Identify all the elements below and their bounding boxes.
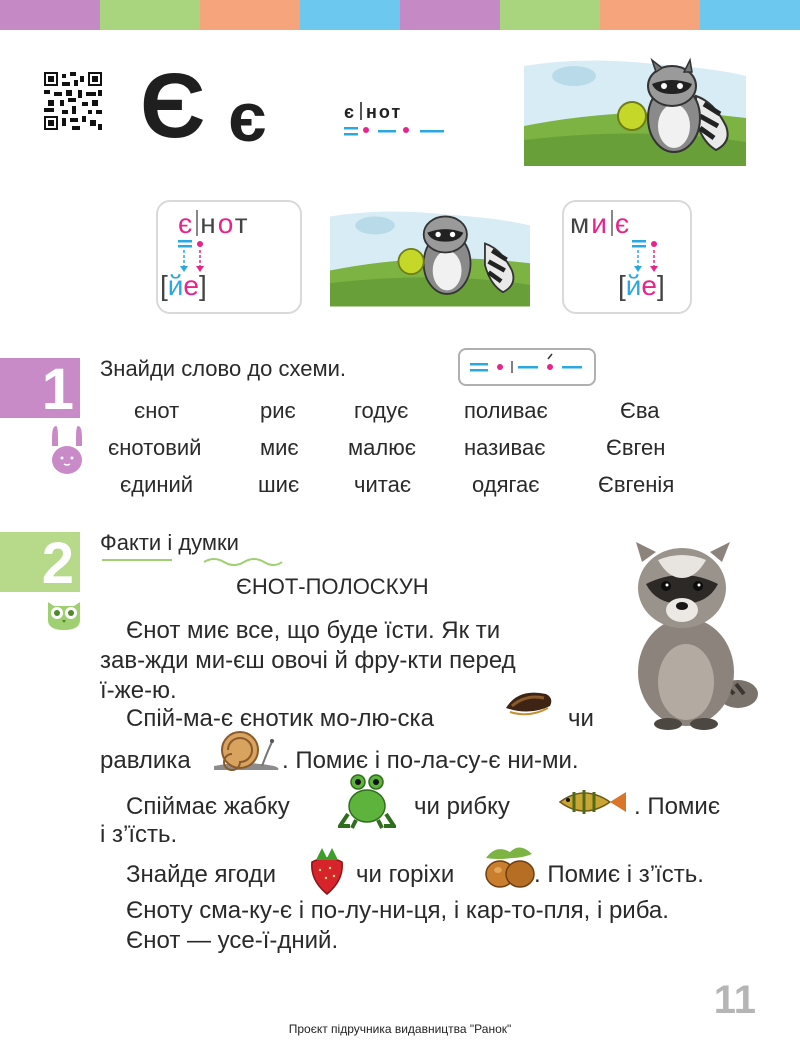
- word-scheme: [344, 102, 402, 123]
- story-line: Єнот — усе-ї-дний.: [126, 927, 339, 954]
- letter-lowercase: є: [228, 78, 267, 156]
- story-line: Єнот миє все, що буде їсти. Як ти: [126, 617, 501, 644]
- word-item[interactable]: єнот: [134, 398, 180, 423]
- sound-scheme-icon: [344, 124, 448, 146]
- bar-segment: [0, 0, 100, 30]
- page-number: 11: [713, 978, 756, 1022]
- sound-letter: е: [641, 270, 657, 301]
- mussel-icon: [502, 688, 554, 722]
- story-line: чи: [568, 705, 594, 732]
- story-line: Знайде ягоди: [126, 861, 276, 888]
- word-item[interactable]: єдиний: [120, 472, 194, 497]
- story-line: . Помиє і з’їсть.: [534, 861, 704, 888]
- story-line: зав-жди ми-єш овочі й фру-кти перед: [100, 647, 516, 674]
- word-item[interactable]: Євген: [606, 435, 666, 460]
- bar-segment: [200, 0, 300, 30]
- card-letter: є: [614, 208, 632, 239]
- task-number: 2: [41, 531, 74, 596]
- frog-icon: [338, 770, 396, 830]
- word-item[interactable]: миє: [260, 435, 299, 460]
- card-letter: м: [570, 208, 592, 239]
- heading-and: і: [167, 530, 173, 555]
- card-letter: о: [217, 208, 235, 239]
- syllable-divider: [360, 102, 362, 120]
- word-item[interactable]: поливає: [464, 398, 548, 423]
- letter-uppercase: Є: [140, 55, 206, 157]
- task-number-tab: [0, 357, 80, 422]
- syllable-divider: [611, 210, 613, 236]
- story-line: чи рибку: [414, 793, 510, 820]
- scheme-first-letter: є: [344, 102, 356, 122]
- hazelnut-icon: [482, 844, 538, 890]
- bar-segment: [300, 0, 400, 30]
- word-item[interactable]: єнотовий: [108, 435, 202, 460]
- story-line: ї-же-ю.: [100, 677, 177, 704]
- word-item[interactable]: Єва: [620, 398, 660, 423]
- card-letter: є: [178, 208, 195, 239]
- card-word-myie: [570, 208, 631, 240]
- bracket: [: [618, 270, 626, 301]
- snail-icon: [212, 726, 280, 772]
- story-line: . Помиє і по-ла-су-є ни-ми.: [282, 747, 579, 774]
- story-line: Єноту сма-ку-є і по-лу-ни-ця, і кар-то-пля, і риба.: [126, 897, 669, 924]
- syllable-divider: [196, 210, 198, 236]
- story-line: чи горіхи: [356, 861, 455, 888]
- bar-segment: [100, 0, 200, 30]
- owl-icon: [44, 596, 84, 632]
- word-item[interactable]: одягає: [472, 472, 540, 497]
- card-letter: и: [591, 208, 609, 239]
- word-item[interactable]: читає: [354, 472, 412, 497]
- word-item[interactable]: годує: [354, 398, 409, 423]
- top-color-bar: [0, 0, 800, 30]
- story-line: Спій-ма-є єнотик мо-лю-ска: [126, 705, 434, 732]
- heading-facts: Факти: [100, 530, 162, 555]
- sound-arrows-icon: [176, 238, 216, 274]
- underline-decoration: [100, 556, 284, 568]
- word-item[interactable]: риє: [260, 398, 296, 423]
- card-sound-transcription: [160, 270, 207, 302]
- task1-prompt: Знайди слово до схеми.: [100, 356, 347, 381]
- card-letter: т: [234, 208, 250, 239]
- story-line: Спіймає жабку: [126, 793, 290, 820]
- bar-segment: [500, 0, 600, 30]
- sound-scheme-icon: [460, 350, 594, 384]
- story-line: . Помиє: [634, 793, 721, 820]
- word-item[interactable]: шиє: [258, 472, 300, 497]
- bracket: [: [160, 270, 168, 301]
- story-line: равлика: [100, 747, 191, 774]
- task-number: 1: [41, 357, 74, 422]
- bracket: ]: [199, 270, 207, 301]
- raccoon-illustration: [524, 56, 746, 166]
- card-sound-transcription: [618, 270, 665, 302]
- raccoon-picture: [330, 204, 530, 310]
- qr-code-icon[interactable]: [44, 72, 102, 130]
- scheme-box: [458, 348, 596, 386]
- sound-letter: е: [183, 270, 199, 301]
- card-word-enot: [178, 208, 250, 240]
- card-letter: н: [200, 208, 218, 239]
- sound-letter: й: [167, 270, 184, 301]
- bar-segment: [700, 0, 800, 30]
- bar-segment: [600, 0, 700, 30]
- sound-arrows-icon: [630, 238, 670, 274]
- task2-heading: [100, 530, 239, 556]
- strawberry-icon: [306, 844, 348, 896]
- raccoon-photo: [618, 536, 760, 732]
- word-item[interactable]: називає: [464, 435, 546, 460]
- story-line: і з’їсть.: [100, 821, 178, 848]
- story-title: ЄНОТ-ПОЛОСКУН: [236, 574, 429, 599]
- heading-thoughts: думки: [178, 530, 239, 555]
- fish-icon: [556, 782, 630, 822]
- footer-text: Проєкт підручника видавництва "Ранок": [288, 1022, 512, 1036]
- task-number-tab: [0, 531, 80, 596]
- word-item[interactable]: Євгенія: [598, 472, 675, 497]
- word-item[interactable]: малює: [348, 435, 416, 460]
- bar-segment: [400, 0, 500, 30]
- bunny-icon: [50, 424, 84, 476]
- sound-letter: й: [625, 270, 642, 301]
- scheme-rest-letters: нот: [365, 102, 403, 122]
- bracket: ]: [657, 270, 665, 301]
